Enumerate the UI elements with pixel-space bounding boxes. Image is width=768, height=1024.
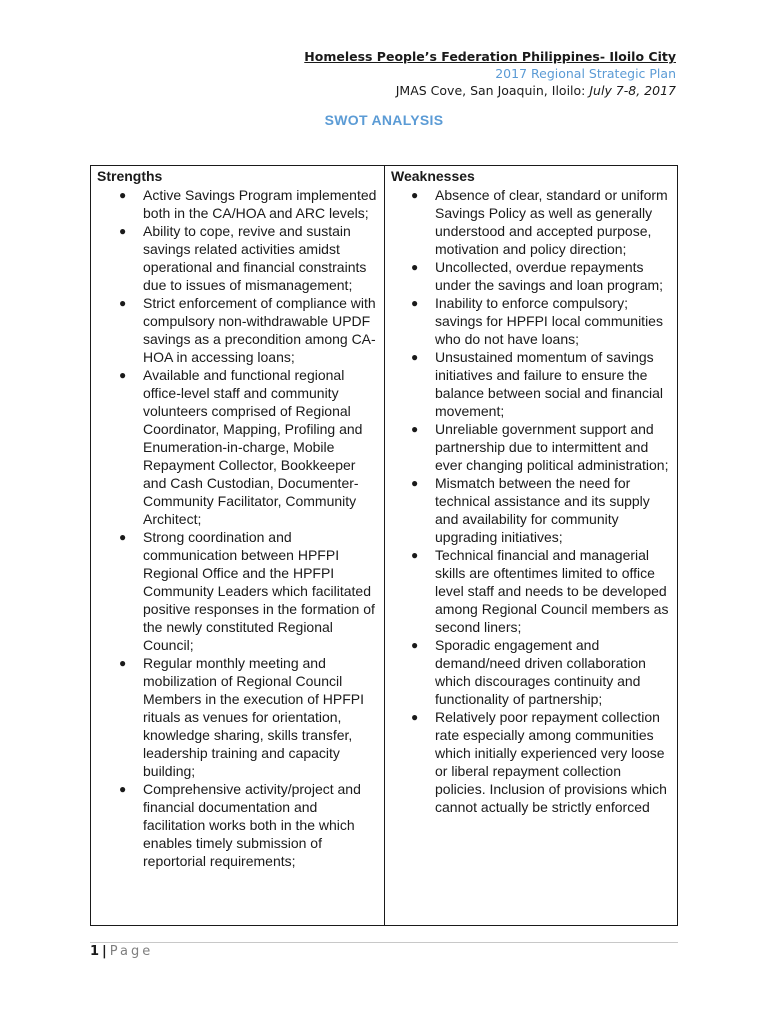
footer-divider bbox=[90, 942, 678, 943]
bullet-icon: ● bbox=[411, 296, 419, 310]
list-item bbox=[391, 186, 677, 258]
list-item bbox=[391, 474, 677, 546]
venue: JMAS Cove, San Joaquin, Iloilo: bbox=[395, 83, 586, 98]
list-item bbox=[97, 654, 384, 780]
bullet-icon: ● bbox=[411, 638, 419, 652]
list-item-text: Relatively poor repayment collection rate especially among communities which initially experienced very loose or liberal repayment collection policies. Inclusion of provisions which cannot actually be strictly enforced bbox=[435, 709, 667, 815]
list-item bbox=[391, 546, 677, 636]
bullet-icon: ● bbox=[411, 476, 419, 490]
weaknesses-heading: Weaknesses bbox=[391, 168, 475, 184]
list-item bbox=[97, 780, 384, 870]
weaknesses-column bbox=[384, 166, 677, 925]
strengths-heading: Strengths bbox=[97, 168, 163, 184]
bullet-icon: ● bbox=[411, 260, 419, 274]
list-item-text: Mismatch between the need for technical assistance and its supply and availability for community upgrading initiatives; bbox=[435, 475, 650, 545]
list-item bbox=[391, 258, 677, 294]
bullet-icon: ● bbox=[411, 548, 419, 562]
list-item bbox=[97, 528, 384, 654]
list-item-text: Technical financial and managerial skills are oftentimes limited to office level staff and needs to be developed among Regional Council members as second liners; bbox=[435, 547, 669, 635]
footer-separator: | bbox=[102, 944, 107, 959]
list-item bbox=[97, 294, 384, 366]
list-item-text: Active Savings Program implemented both in the CA/HOA and ARC levels; bbox=[143, 187, 377, 221]
list-item-text: Ability to cope, revive and sustain savings related activities amidst operational and financial constraints due to issues of mismanagement; bbox=[143, 223, 367, 293]
list-item-text: Regular monthly meeting and mobilization of Regional Council Members in the execution of HPFPI rituals as venues for orientation, knowledge sharing, skills transfer, leadership training and capacity building; bbox=[143, 655, 364, 779]
list-item bbox=[391, 420, 677, 474]
bullet-icon: ● bbox=[119, 656, 127, 670]
list-item-text: Unsustained momentum of savings initiatives and failure to ensure the balance between social and financial movement; bbox=[435, 349, 664, 419]
bullet-icon: ● bbox=[119, 530, 127, 544]
bullet-icon: ● bbox=[119, 782, 127, 796]
page-number: 1 bbox=[90, 944, 100, 959]
strengths-column bbox=[91, 166, 384, 925]
bullet-icon: ● bbox=[411, 350, 419, 364]
list-item-text: Absence of clear, standard or uniform Savings Policy as well as generally understood and accepted purpose, motivation and policy direction; bbox=[435, 187, 668, 257]
list-item-text: Available and functional regional office-level staff and community volunteers comprised of Regional Coordinator, Mapping, Profiling and Enumeration-in-charge, Mobile Repayment Collector, Bookkeeper and Cash Custodian, Documenter-Community Facilitator, Community Architect; bbox=[143, 367, 363, 527]
page-title: SWOT ANALYSIS bbox=[324, 112, 444, 128]
list-item bbox=[391, 294, 677, 348]
list-item bbox=[391, 348, 677, 420]
strengths-list bbox=[97, 186, 384, 870]
list-item bbox=[97, 366, 384, 528]
bullet-icon: ● bbox=[411, 710, 419, 724]
list-item bbox=[391, 636, 677, 708]
list-item-text: Strict enforcement of compliance with compulsory non-withdrawable UPDF savings as a precondition among CA-HOA in accessing loans; bbox=[143, 295, 376, 365]
list-item-text: Unreliable government support and partnership due to intermittent and ever changing political administration; bbox=[435, 421, 669, 473]
bullet-icon: ● bbox=[119, 296, 127, 310]
plan-title: 2017 Regional Strategic Plan bbox=[495, 66, 676, 81]
page-footer bbox=[90, 944, 153, 959]
list-item-text: Comprehensive activity/project and financial documentation and facilitation works both in the which enables timely submission of reportorial requirements; bbox=[143, 781, 361, 869]
bullet-icon: ● bbox=[119, 188, 127, 202]
venue-date-line bbox=[304, 82, 676, 99]
bullet-icon: ● bbox=[411, 188, 419, 202]
list-item-text: Inability to enforce compulsory; savings for HPFPI local communities who do not have loans; bbox=[435, 295, 663, 347]
bullet-icon: ● bbox=[411, 422, 419, 436]
list-item-text: Sporadic engagement and demand/need driven collaboration which discourages continuity and functionality of partnership; bbox=[435, 637, 646, 707]
organization-name: Homeless People’s Federation Philippines- Iloilo City bbox=[304, 49, 676, 64]
page-label: Page bbox=[109, 944, 154, 959]
event-date: July 7-8, 2017 bbox=[589, 83, 676, 98]
list-item bbox=[97, 222, 384, 294]
list-item-text: Strong coordination and communication between HPFPI Regional Office and the HPFPI Community Leaders which facilitated positive responses in the formation of the newly constituted Regional Council; bbox=[143, 529, 375, 653]
weaknesses-list bbox=[391, 186, 677, 816]
list-item bbox=[97, 186, 384, 222]
list-item bbox=[391, 708, 677, 816]
bullet-icon: ● bbox=[119, 224, 127, 238]
swot-table bbox=[90, 165, 678, 926]
document-header bbox=[304, 48, 676, 99]
list-item-text: Uncollected, overdue repayments under the savings and loan program; bbox=[435, 259, 664, 293]
bullet-icon: ● bbox=[119, 368, 127, 382]
